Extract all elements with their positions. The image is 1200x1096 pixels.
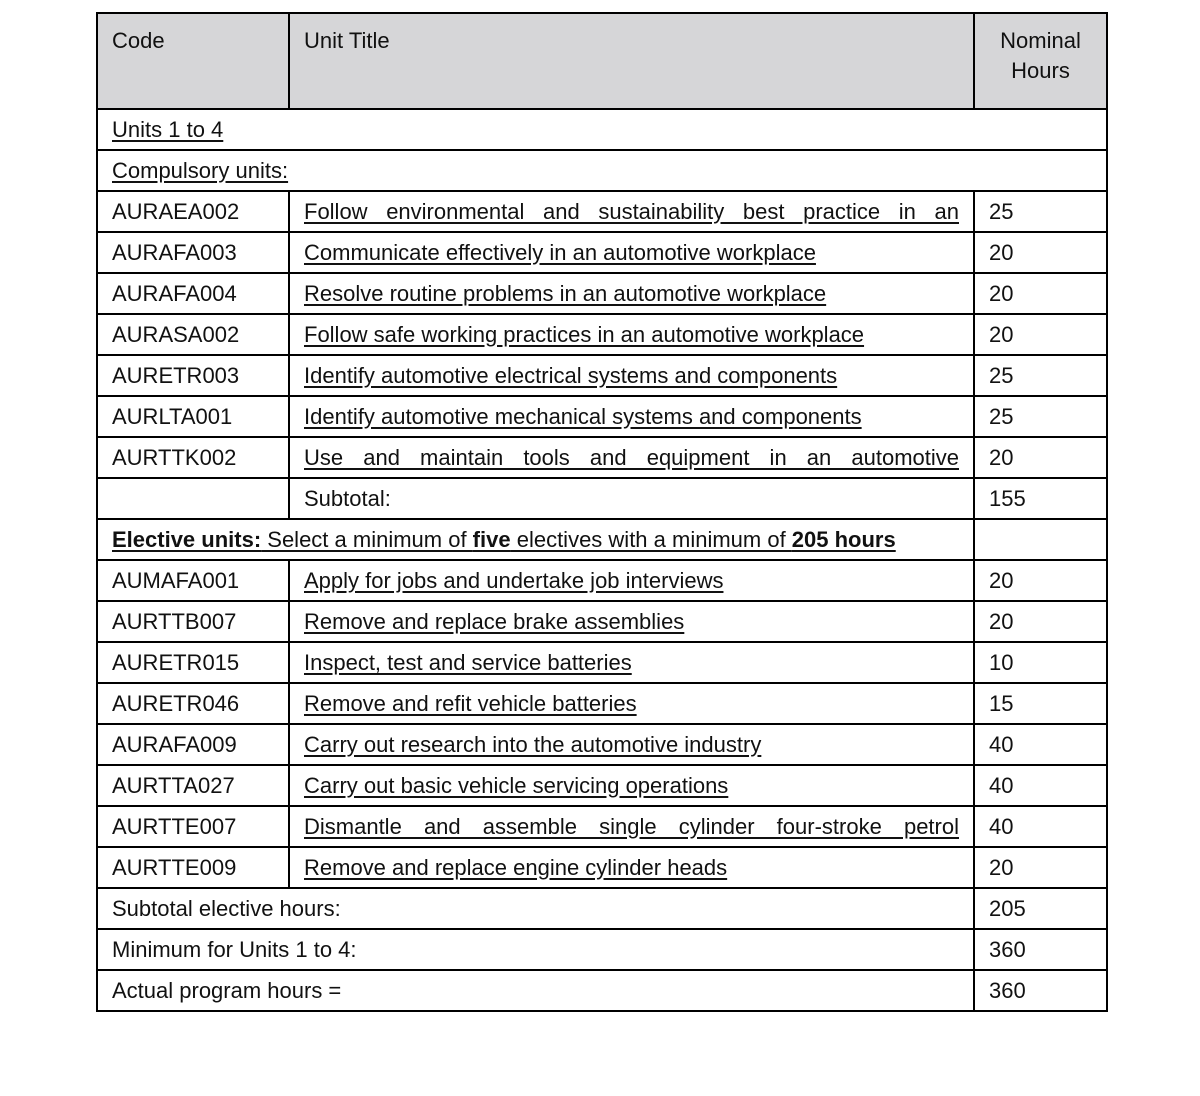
unit-title	[289, 273, 974, 314]
unit-code: AURETR015	[97, 642, 289, 683]
unit-title	[289, 847, 974, 888]
table-header	[97, 13, 1107, 109]
unit-title-text: Carry out basic vehicle servicing operations	[304, 772, 729, 798]
unit-title-text: Resolve routine problems in an automotive workplace	[304, 280, 827, 306]
elective-text-1: Select a minimum of	[261, 526, 473, 552]
elective-bold-2: 205 hours	[791, 526, 896, 552]
unit-code: AUMAFA001	[97, 560, 289, 601]
subtotal-hours: 155	[974, 478, 1107, 519]
unit-title-text: Apply for jobs and undertake job interviews	[304, 567, 724, 593]
unit-code: AURAFA004	[97, 273, 289, 314]
section-row	[97, 519, 1107, 560]
section-row	[97, 109, 1107, 150]
table-row	[97, 560, 1107, 601]
unit-code: AURAEA002	[97, 191, 289, 232]
unit-code: AURTTK002	[97, 437, 289, 478]
actual-hours-label: Actual program hours =	[97, 970, 974, 1011]
unit-title	[289, 314, 974, 355]
table-row	[97, 847, 1107, 888]
unit-hours: 15	[974, 683, 1107, 724]
unit-hours: 20	[974, 314, 1107, 355]
elective-heading	[97, 519, 974, 560]
unit-code: AURLTA001	[97, 396, 289, 437]
compulsory-heading-text: Compulsory units:	[112, 157, 289, 183]
unit-hours: 20	[974, 847, 1107, 888]
unit-code: AURAFA009	[97, 724, 289, 765]
units-table	[96, 12, 1108, 1012]
units-heading	[97, 109, 1107, 150]
unit-title-text: Follow environmental and sustainability best practice in an	[304, 198, 959, 224]
elective-subtotal-hours: 205	[974, 888, 1107, 929]
elective-heading-text	[112, 527, 896, 552]
compulsory-heading	[97, 150, 1107, 191]
unit-title	[289, 724, 974, 765]
totals-row	[97, 888, 1107, 929]
unit-title	[289, 765, 974, 806]
elective-heading-hours	[974, 519, 1107, 560]
table-row	[97, 355, 1107, 396]
header-code: Code	[97, 13, 289, 109]
unit-hours: 40	[974, 724, 1107, 765]
unit-title-text: Use and maintain tools and equipment in an automotive	[304, 444, 959, 470]
table-row	[97, 683, 1107, 724]
unit-hours: 10	[974, 642, 1107, 683]
totals-row	[97, 970, 1107, 1011]
unit-title-text: Identify automotive electrical systems and components	[304, 362, 838, 388]
unit-title-text: Remove and refit vehicle batteries	[304, 690, 637, 716]
unit-hours: 25	[974, 355, 1107, 396]
unit-title	[289, 191, 974, 232]
unit-title	[289, 396, 974, 437]
table-body	[97, 109, 1107, 1011]
unit-hours: 40	[974, 806, 1107, 847]
unit-hours: 20	[974, 232, 1107, 273]
table-row	[97, 642, 1107, 683]
unit-code: AURASA002	[97, 314, 289, 355]
unit-title-text: Remove and replace brake assemblies	[304, 608, 685, 634]
unit-hours: 25	[974, 396, 1107, 437]
unit-title	[289, 683, 974, 724]
unit-title-text: Inspect, test and service batteries	[304, 649, 632, 675]
subtotal-label: Subtotal:	[289, 478, 974, 519]
unit-title	[289, 437, 974, 478]
section-row	[97, 150, 1107, 191]
elective-text-2: electives with a minimum of	[510, 526, 792, 552]
unit-hours: 20	[974, 601, 1107, 642]
table-row	[97, 765, 1107, 806]
header-nominal-hours: Nominal Hours	[974, 13, 1107, 109]
unit-title-text: Identify automotive mechanical systems and components	[304, 403, 862, 429]
table-row	[97, 806, 1107, 847]
table-row	[97, 724, 1107, 765]
unit-title-text: Dismantle and assemble single cylinder four-stroke petrol	[304, 813, 959, 839]
unit-hours: 20	[974, 273, 1107, 314]
unit-hours: 40	[974, 765, 1107, 806]
unit-title	[289, 642, 974, 683]
unit-title-text: Remove and replace engine cylinder heads	[304, 854, 728, 880]
unit-title	[289, 560, 974, 601]
elective-subtotal-label: Subtotal elective hours:	[97, 888, 974, 929]
table-row	[97, 314, 1107, 355]
elective-bold-1: five	[472, 526, 511, 552]
unit-title	[289, 232, 974, 273]
table-row	[97, 273, 1107, 314]
table-row	[97, 232, 1107, 273]
minimum-hours-value: 360	[974, 929, 1107, 970]
unit-hours: 20	[974, 560, 1107, 601]
unit-title-text: Communicate effectively in an automotive workplace	[304, 239, 816, 265]
unit-code: AURETR003	[97, 355, 289, 396]
unit-code: AURTTA027	[97, 765, 289, 806]
header-unit-title: Unit Title	[289, 13, 974, 109]
unit-code: AURAFA003	[97, 232, 289, 273]
elective-label: Elective units:	[112, 526, 262, 552]
unit-hours: 20	[974, 437, 1107, 478]
unit-code: AURTTB007	[97, 601, 289, 642]
unit-hours: 25	[974, 191, 1107, 232]
unit-title-text: Follow safe working practices in an automotive workplace	[304, 321, 865, 347]
table-row	[97, 601, 1107, 642]
table-row	[97, 396, 1107, 437]
unit-title-text: Carry out research into the automotive industry	[304, 731, 762, 757]
table-row	[97, 437, 1107, 478]
actual-hours-value: 360	[974, 970, 1107, 1011]
unit-code: AURTTE007	[97, 806, 289, 847]
table-row	[97, 191, 1107, 232]
unit-title	[289, 601, 974, 642]
unit-code: AURTTE009	[97, 847, 289, 888]
header-row	[97, 13, 1107, 109]
subtotal-row	[97, 478, 1107, 519]
unit-title	[289, 355, 974, 396]
unit-code: AURETR046	[97, 683, 289, 724]
minimum-hours-label: Minimum for Units 1 to 4:	[97, 929, 974, 970]
unit-title	[289, 806, 974, 847]
totals-row	[97, 929, 1107, 970]
units-heading-text: Units 1 to 4	[112, 116, 224, 142]
subtotal-empty-cell	[97, 478, 289, 519]
